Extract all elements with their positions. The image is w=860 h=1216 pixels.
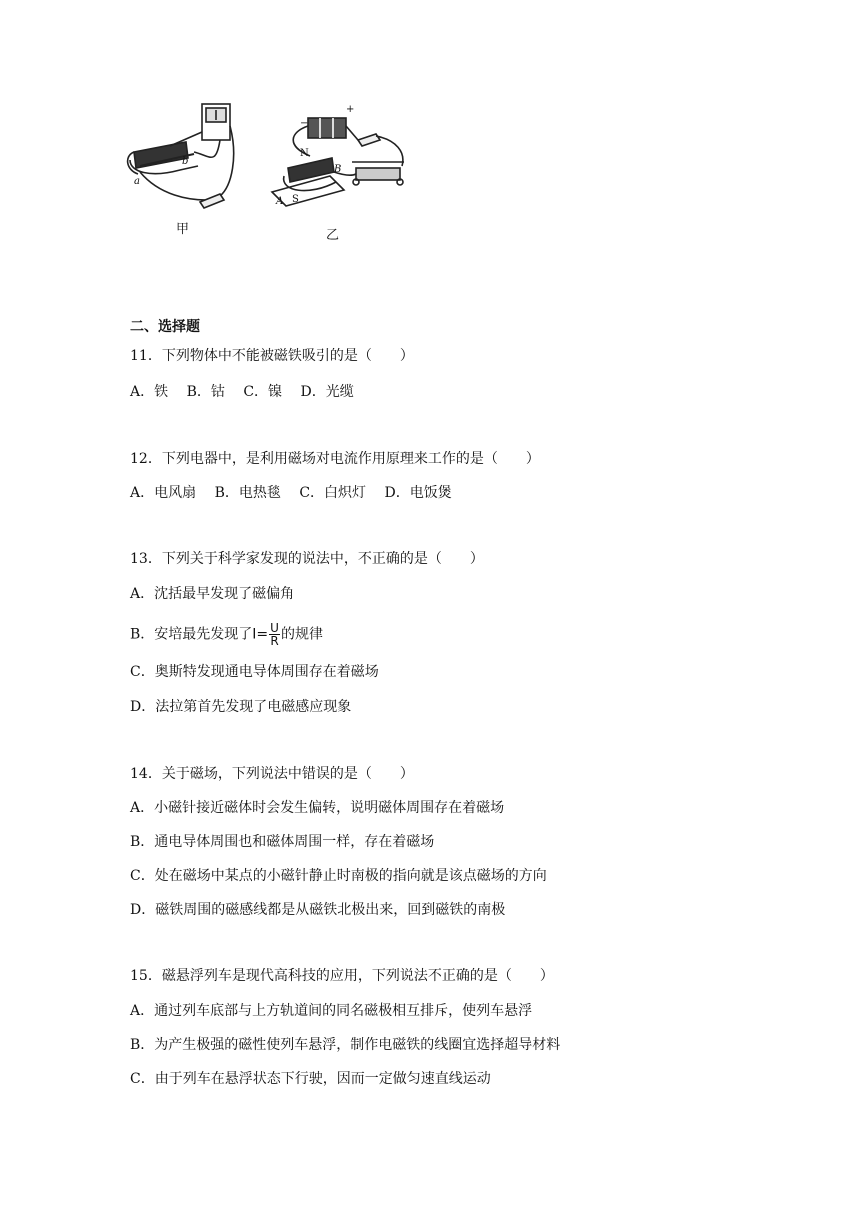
- option-b: B．为产生极强的磁性使列车悬浮，制作电磁铁的线圈宜选择超导材料: [130, 1037, 561, 1053]
- option-d: D．磁铁周围的磁感线都是从磁铁北极出来，回到磁铁的南极: [130, 902, 506, 918]
- question-11-options: [130, 382, 368, 402]
- magnet-shape: [134, 142, 188, 168]
- option-b: B．钴: [186, 384, 225, 400]
- diagram-yi: [272, 118, 404, 206]
- fraction-numerator: U: [270, 621, 279, 635]
- option-a: A．铁: [130, 384, 169, 400]
- option-c: C．处在磁场中某点的小磁针静止时南极的指向就是该点磁场的方向: [130, 868, 547, 884]
- option-c: C．由于列车在悬浮状态下行驶，因而一定做匀速直线运动: [130, 1071, 491, 1087]
- label-b: b: [182, 156, 189, 167]
- formula-suffix: 的规律: [280, 626, 323, 643]
- rheostat-shape: [356, 168, 400, 180]
- option-b-row: [130, 622, 323, 647]
- option-a: A．通过列车底部与上方轨道间的同名磁极相互排斥，使列车悬浮: [130, 1003, 533, 1019]
- question-12-stem: 12．下列电器中，是利用磁场对电流作用原理来工作的是（ ）: [130, 451, 540, 467]
- question-11-stem: 11．下列物体中不能被磁铁吸引的是（ ）: [130, 348, 414, 364]
- option-c: C．镍: [243, 384, 283, 400]
- option-b: B．电热毯: [214, 485, 281, 501]
- ohm-law-fraction: [269, 622, 280, 647]
- section-title: 二、选择题: [130, 319, 200, 335]
- option-c: C．白炽灯: [299, 485, 367, 501]
- option-c: C．奥斯特发现通电导体周围存在着磁场: [130, 664, 379, 680]
- caption-yi: 乙: [326, 228, 340, 243]
- label-minus: −: [300, 118, 309, 129]
- option-b: B．安培最先发现了: [130, 626, 253, 643]
- formula-lhs: I=: [252, 626, 269, 643]
- option-a: A．沈括最早发现了磁偏角: [130, 586, 295, 602]
- question-14-stem: 14．关于磁场，下列说法中错误的是（ ）: [130, 766, 414, 782]
- label-a-upper: A: [276, 196, 284, 207]
- option-a: A．小磁针接近磁体时会发生偏转，说明磁体周围存在着磁场: [130, 800, 505, 816]
- label-n: N: [300, 148, 309, 159]
- option-a: A．电风扇: [130, 485, 197, 501]
- question-15-stem: 15．磁悬浮列车是现代高科技的应用，下列说法不正确的是（ ）: [130, 968, 554, 984]
- label-plus: +: [346, 104, 355, 115]
- label-b-upper: B: [334, 164, 342, 175]
- circuit-figure: [120, 96, 420, 246]
- question-12-options: [130, 483, 466, 503]
- circuit-diagram: [120, 96, 420, 246]
- fraction-denominator: R: [270, 634, 279, 648]
- diagram-jia: [128, 104, 234, 208]
- option-d: D．法拉第首先发现了电磁感应现象: [130, 699, 352, 715]
- battery-shape: [308, 118, 346, 138]
- label-s: S: [292, 194, 299, 205]
- option-d: D．电饭煲: [384, 485, 452, 501]
- option-b: B．通电导体周围也和磁体周围一样，存在着磁场: [130, 834, 435, 850]
- question-13-stem: 13．下列关于科学家发现的说法中，不正确的是（ ）: [130, 551, 484, 567]
- option-d: D．光缆: [300, 384, 354, 400]
- label-a: a: [134, 176, 140, 187]
- caption-jia: 甲: [176, 222, 190, 237]
